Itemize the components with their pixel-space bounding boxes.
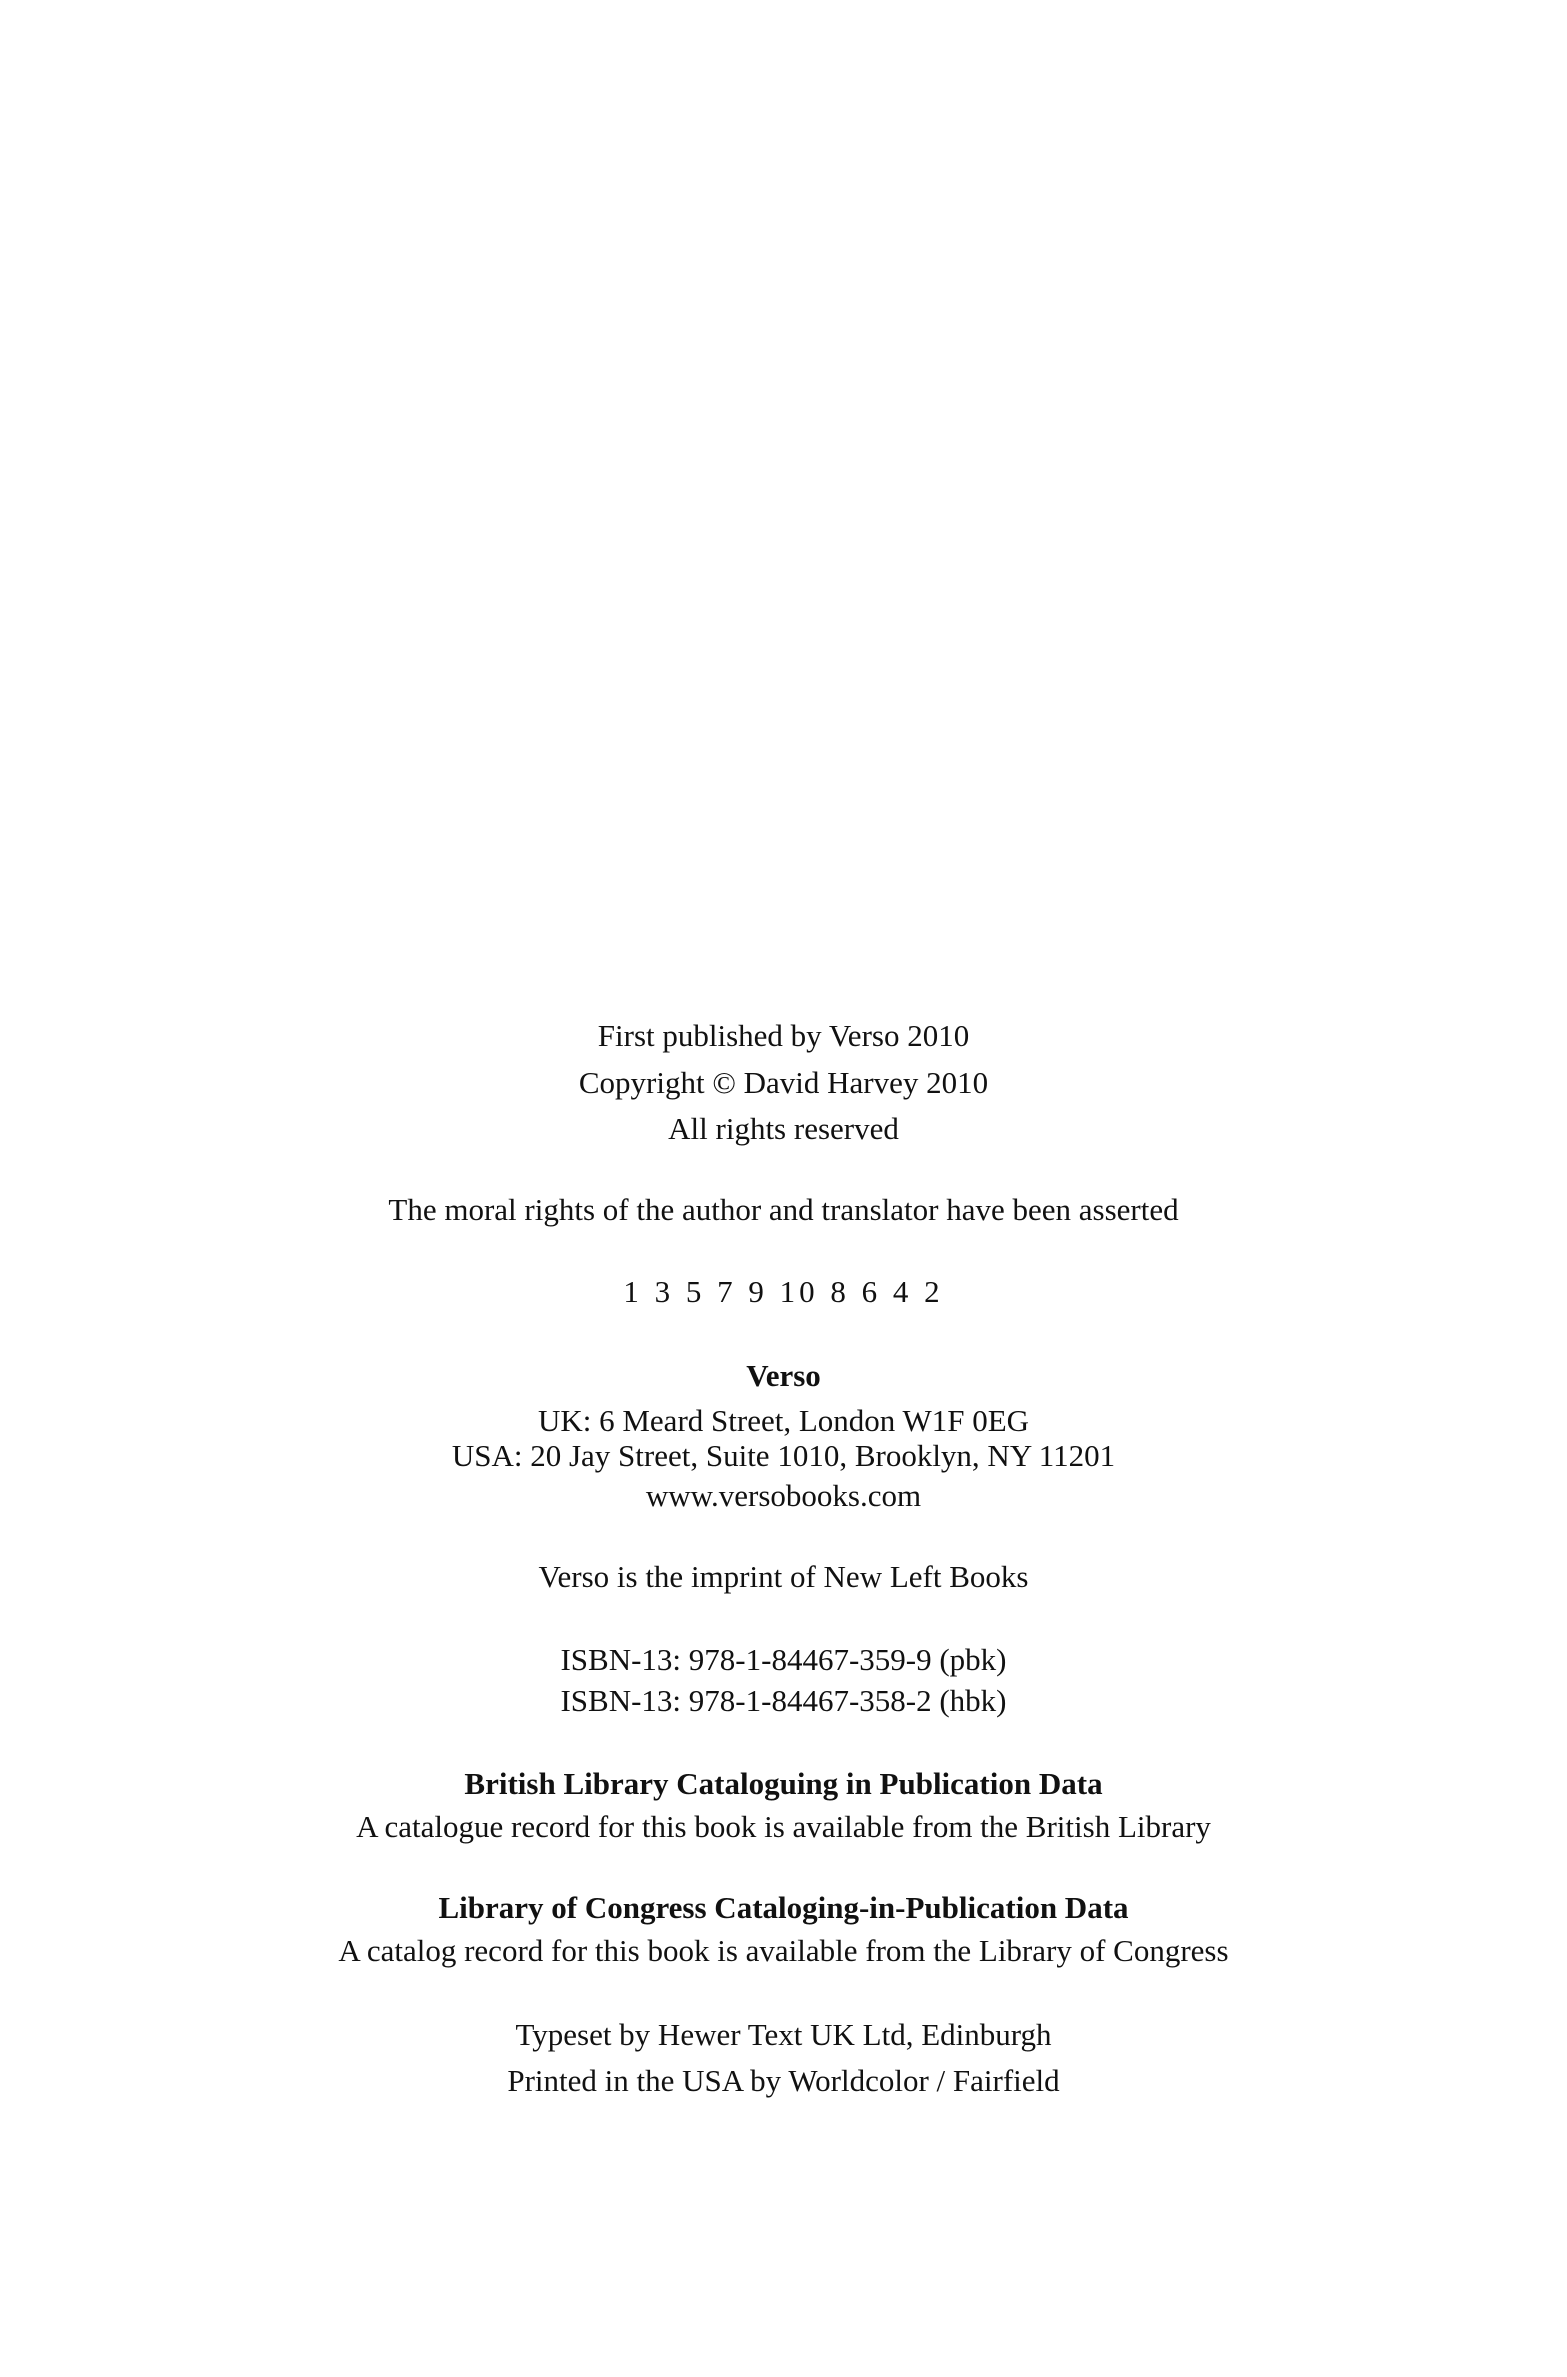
- rights-line: All rights reserved: [668, 1111, 899, 1146]
- copyright-line: Copyright © David Harvey 2010: [578, 1065, 989, 1100]
- imprint-line: Verso is the imprint of New Left Books: [538, 1559, 1029, 1594]
- isbn-hardback: ISBN-13: 978-1-84467-358-2 (hbk): [560, 1683, 1007, 1718]
- library-of-congress-heading: Library of Congress Cataloging-in-Publication Data: [438, 1890, 1129, 1925]
- library-of-congress-text: A catalog record for this book is available from the Library of Congress: [338, 1933, 1229, 1968]
- first-published-line: First published by Verso 2010: [597, 1018, 970, 1053]
- typeset-line: Typeset by Hewer Text UK Ltd, Edinburgh: [515, 2017, 1052, 2052]
- moral-rights-line: The moral rights of the author and translator have been asserted: [388, 1192, 1179, 1227]
- uk-address: UK: 6 Meard Street, London W1F 0EG: [537, 1403, 1030, 1438]
- usa-address: USA: 20 Jay Street, Suite 1010, Brooklyn, NY 11201: [451, 1438, 1116, 1473]
- isbn-paperback: ISBN-13: 978-1-84467-359-9 (pbk): [560, 1642, 1007, 1677]
- printed-line: Printed in the USA by Worldcolor / Fairfield: [507, 2063, 1060, 2098]
- publisher-name: Verso: [746, 1358, 821, 1393]
- british-library-heading: British Library Cataloguing in Publication Data: [464, 1766, 1103, 1801]
- printing-line: 1 3 5 7 9 10 8 6 4 2: [623, 1274, 944, 1309]
- publisher-website: www.versobooks.com: [645, 1478, 922, 1513]
- british-library-text: A catalogue record for this book is available from the British Library: [356, 1809, 1211, 1844]
